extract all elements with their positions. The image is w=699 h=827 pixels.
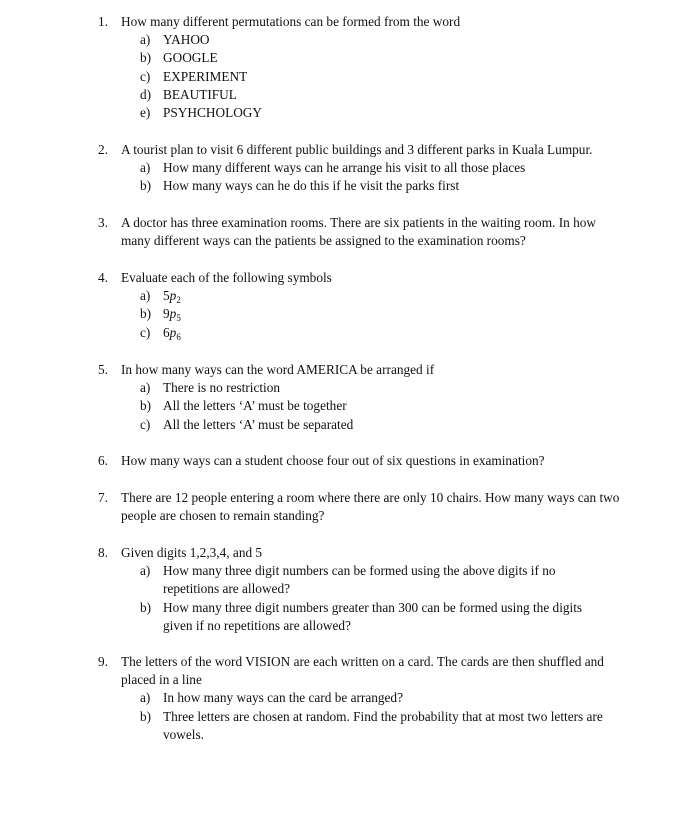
sub-text: GOOGLE [163,50,218,66]
math-p: p [169,306,177,322]
math-p: p [169,288,177,304]
question-5 [0,361,699,434]
question-1 [0,13,699,122]
sub-label: b) [140,599,152,615]
sub-label: a) [140,690,151,706]
sub-question [0,562,699,598]
sub-question [0,31,699,49]
sub-question [0,104,699,122]
sub-question [0,324,699,342]
permutation-symbol [163,288,181,306]
question-text: Given digits 1,2,3,4, and 5 [121,545,263,560]
sub-question [0,708,699,744]
sub-text: There is no restriction [163,380,281,396]
sub-question [0,177,699,195]
sub-question [0,49,699,67]
question-number: 7. [98,490,108,505]
sub-label: b) [140,708,152,724]
permutation-symbol [163,306,181,324]
question-text: A tourist plan to visit 6 different public buildings and 3 different parks in Kuala Lumpur. [121,142,593,157]
question-text: In how many ways can the word AMERICA be arranged if [121,362,435,377]
sub-text: How many three digit numbers greater than 300 can be formed using the digits given if no repetitions are allowed? [163,599,583,633]
math-r: 6 [176,331,181,342]
sub-text: How many ways can he do this if he visit the parks first [163,178,460,194]
sub-text: All the letters ‘A’ must be separated [163,416,354,432]
sub-label: c) [140,68,151,84]
question-4 [0,269,699,342]
question-number: 1. [98,14,108,29]
question-text: There are 12 people entering a room where there are only 10 chairs. How many ways can two people are chosen to remain standing? [121,490,620,524]
question-number: 2. [98,142,108,157]
question-text: How many different permutations can be formed from the word [121,14,461,29]
question-text: Evaluate each of the following symbols [121,270,332,285]
question-6 [0,452,699,470]
sub-label: c) [140,416,151,432]
question-number: 6. [98,453,108,468]
question-2 [0,141,699,196]
sub-label: b) [140,306,152,322]
sub-text: How many different ways can he arrange his visit to all those places [163,160,526,176]
sub-question [0,68,699,86]
sub-question [0,159,699,177]
sub-label: a) [140,160,151,176]
sub-label: b) [140,398,152,414]
math-n: 9 [163,306,170,322]
permutation-symbol [163,325,181,340]
question-number: 3. [98,215,108,230]
sub-label: a) [140,32,151,48]
question-text: How many ways can a student choose four out of six questions in examination? [121,453,545,468]
question-number: 9. [98,654,108,669]
sub-label: d) [140,86,152,102]
sub-question [0,86,699,104]
question-number: 8. [98,545,108,560]
sub-label: e) [140,105,151,121]
sub-text: How many three digit numbers can be formed using the above digits if no repetitions are allowed? [163,563,556,597]
sub-label: b) [140,50,152,66]
sub-question [0,305,699,323]
math-p: p [169,324,177,340]
sub-question [0,416,699,434]
sub-question [0,689,699,707]
question-9 [0,653,699,744]
sub-question [0,599,699,635]
sub-text: Three letters are chosen at random. Find the probability that at most two letters are vowels. [163,708,603,742]
math-r: 5 [176,313,181,324]
question-number: 5. [98,362,108,377]
sub-text: PSYHCHOLOGY [163,105,262,121]
question-text: The letters of the word VISION are each written on a card. The cards are then shuffled and placed in a line [121,654,604,688]
sub-text: In how many ways can the card be arranged? [163,690,403,706]
sub-label: b) [140,178,152,194]
math-r: 2 [176,295,181,306]
question-8 [0,544,699,635]
sub-text: All the letters ‘A’ must be together [163,398,347,414]
sub-label: a) [140,288,151,304]
sub-text: BEAUTIFUL [163,86,237,102]
question-text: A doctor has three examination rooms. There are six patients in the waiting room. In how many different ways can the patients be assigned to the examination rooms? [121,215,596,249]
sub-text: YAHOO [163,32,210,48]
sub-question [0,287,699,305]
question-7 [0,489,699,525]
question-number: 4. [98,270,108,285]
sub-label: a) [140,380,151,396]
sub-label: a) [140,563,151,579]
sub-question [0,397,699,415]
sub-label: c) [140,324,151,340]
sub-question [0,379,699,397]
math-n: 6 [163,324,170,340]
math-n: 5 [163,288,170,304]
question-3 [0,214,699,250]
sub-text: EXPERIMENT [163,68,248,84]
